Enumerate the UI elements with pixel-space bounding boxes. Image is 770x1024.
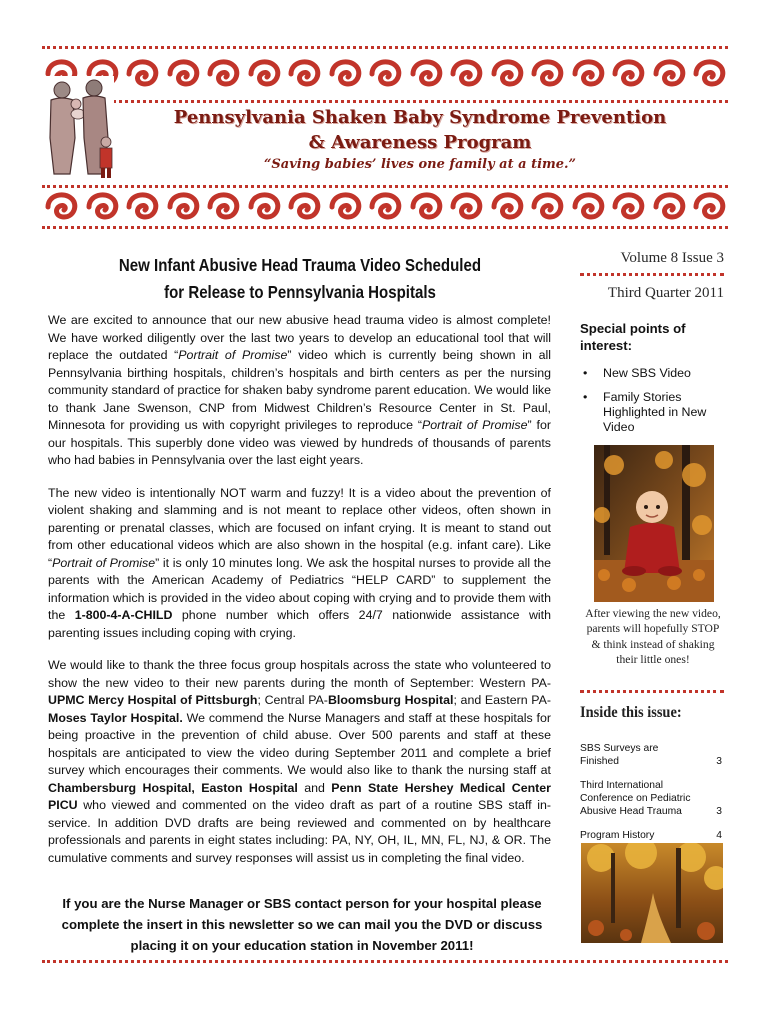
- mid-dotted-rule-lower: [42, 226, 728, 229]
- list-item: • New SBS Video: [583, 366, 691, 380]
- swirl-ornament-icon: [125, 189, 161, 225]
- masthead-title-line2: & Awareness Program: [308, 132, 532, 153]
- swirl-ornament-icon: [368, 56, 404, 92]
- swirl-ornament-icon: [652, 56, 688, 92]
- masthead-title-line1: Pennsylvania Shaken Baby Syndrome Prevention: [173, 107, 667, 128]
- swirl-ornament-icon: [206, 56, 242, 92]
- swirl-ornament-icon: [571, 56, 607, 92]
- swirl-ornament-icon: [611, 189, 647, 225]
- headline-line1: New Infant Abusive Head Trauma Video Scheduled: [118, 255, 482, 275]
- swirl-ornament-icon: [287, 56, 323, 92]
- swirl-ornament-icon: [490, 56, 526, 92]
- swirl-ornament-icon: [449, 189, 485, 225]
- swirl-ornament-icon: [166, 56, 202, 92]
- volume-issue: Volume 8 Issue 3: [620, 250, 724, 266]
- swirl-ornament-icon: [571, 189, 607, 225]
- swirl-ornament-icon: [449, 56, 485, 92]
- special-points-box: [575, 314, 725, 444]
- inside-this-issue-title: Inside this issue:: [580, 704, 682, 721]
- headline-line2: for Release to Pennsylvania Hospitals: [164, 282, 436, 302]
- family-logo-icon: [42, 76, 114, 182]
- toc-row[interactable]: [580, 742, 722, 768]
- swirl-ornament-icon: [166, 189, 202, 225]
- swirl-ornament-icon: [611, 56, 647, 92]
- swirl-ornament-icon: [85, 189, 121, 225]
- toc-title: Program History: [580, 830, 655, 841]
- swirl-ornament-icon: [287, 189, 323, 225]
- swirl-ornament-icon: [409, 189, 445, 225]
- swirl-ornament-icon: [530, 189, 566, 225]
- mid-dotted-rule-upper: [42, 185, 728, 188]
- article-body: [48, 312, 551, 882]
- swirl-ornament-icon: [44, 189, 80, 225]
- swirl-ornament-icon: [692, 189, 728, 225]
- list-item: • Family Stories Highlighted in New Video: [583, 390, 707, 434]
- call-to-action: If you are the Nurse Manager or SBS contact person for your hospital please complete the insert in this newsletter so we can mail you the DVD or discuss placing it on your education station in November 2011!: [61, 896, 543, 953]
- table-of-contents: [580, 742, 722, 853]
- article-paragraph-3: We would like to thank the three focus group hospitals across the state who volunteered to show the new video to their new parents during the month of September: Western PA-UPMC Mercy Hospital of Pittsburgh; Central PA-Bloomsburg Hospital; and Eastern PA-Moses Taylor Hospital. We commend the Nurse Managers and staff at these hospitals for being proactive in the prevention of child abuse. Over 500 parents and staff at these hospitals are anticipated to view the video during September 2011 and complete a brief survey which encourages their comments. We would also like to thank the nursing staff at Chambersburg Hospital, Easton Hospital and Penn State Hershey Medical Center PICU who viewed and commented on the video draft as part of a routine SBS staff in-service. In addition DVD drafts are being reviewed and commented on by healthcare professionals and parents in eight states including: PA, NY, OH, IL, MN, FL, NJ, & OR. The cumulative comments and survey responses will assist us in completing the final video.: [48, 658, 552, 865]
- swirl-ornament-icon: [247, 56, 283, 92]
- toc-page: 3: [716, 756, 722, 767]
- toc-page: 3: [716, 806, 722, 817]
- swirl-ornament-icon: [247, 189, 283, 225]
- bottom-dotted-rule: [42, 960, 728, 963]
- autumn-path-photo: [581, 843, 723, 943]
- toc-title: SBS Surveys are Finished: [580, 743, 659, 767]
- swirl-ornament-icon: [368, 189, 404, 225]
- baby-in-leaves-photo: [594, 445, 714, 602]
- swirl-ornament-icon: [328, 189, 364, 225]
- special-points-list: [575, 366, 725, 435]
- toc-page: 4: [716, 830, 722, 841]
- masthead-tagline: “Saving babies’ lives one family at a time.”: [263, 157, 577, 172]
- volume-dotted-rule: [580, 273, 724, 276]
- article-paragraph-1: We are excited to announce that our new abusive head trauma video is almost complete! We have worked diligently over the last two years to develop an educational tool that will replace the outdated “Portrait of Promise” video which is currently being shown in all Pennsylvania birthing hospitals, children’s hospitals and birth centers as per the nursing community standard of practice for shaken baby syndrome parent education. We would like to thank Jane Swenson, CNP from Midwest Children’s Resource Center in St. Paul, Minnesota for providing us with copyright privileges to reproduce “Portrait of Promise” for our hospitals. This superbly done video was viewed by hundreds of thousands of parents who had babies in Pennsylvania over the last eight years.: [48, 313, 551, 467]
- masthead-dotted-rule: [42, 100, 728, 103]
- photo-caption: After viewing the new video, parents will hopefully STOP & think instead of shaking their little ones!: [585, 607, 721, 667]
- caption-dotted-rule: [580, 690, 724, 693]
- swirl-ornament-icon: [206, 189, 242, 225]
- article-headline: [85, 252, 515, 306]
- bullet-icon: •: [583, 366, 588, 380]
- issue-quarter: Third Quarter 2011: [607, 285, 724, 301]
- bullet-icon: •: [583, 390, 588, 404]
- swirl-border-top: [44, 56, 728, 92]
- toc-row[interactable]: [580, 779, 722, 818]
- toc-row[interactable]: [580, 829, 722, 842]
- swirl-ornament-icon: [125, 56, 161, 92]
- swirl-border-middle: [44, 189, 728, 225]
- top-dotted-rule: [42, 46, 728, 49]
- toc-title: Third International Conference on Pediatric Abusive Head Trauma: [580, 780, 691, 817]
- special-points-title: Special points of interest:: [580, 321, 686, 353]
- swirl-ornament-icon: [530, 56, 566, 92]
- swirl-ornament-icon: [490, 189, 526, 225]
- swirl-ornament-icon: [692, 56, 728, 92]
- swirl-ornament-icon: [409, 56, 445, 92]
- swirl-ornament-icon: [652, 189, 688, 225]
- swirl-ornament-icon: [328, 56, 364, 92]
- article-paragraph-2: The new video is intentionally NOT warm and fuzzy! It is a video about the prevention of violent shaking and slamming and is not meant to replace other videos, often shown in parenting or prenatal classes, which are focused on infant crying. It is meant to stand out from other educational videos which are also shown in the hospital (e.g. infant care). Like “Portrait of Promise” it is only 10 minutes long. We ask the hospital nurses to provide all the parents with the American Academy of Pediatrics “HELP CARD” to supplement the information which is provided in the video about coping with crying and to provide them with the 1-800-4-A-CHILD phone number which offers 24/7 nationwide assistance with parenting issues including coping with crying.: [48, 485, 551, 640]
